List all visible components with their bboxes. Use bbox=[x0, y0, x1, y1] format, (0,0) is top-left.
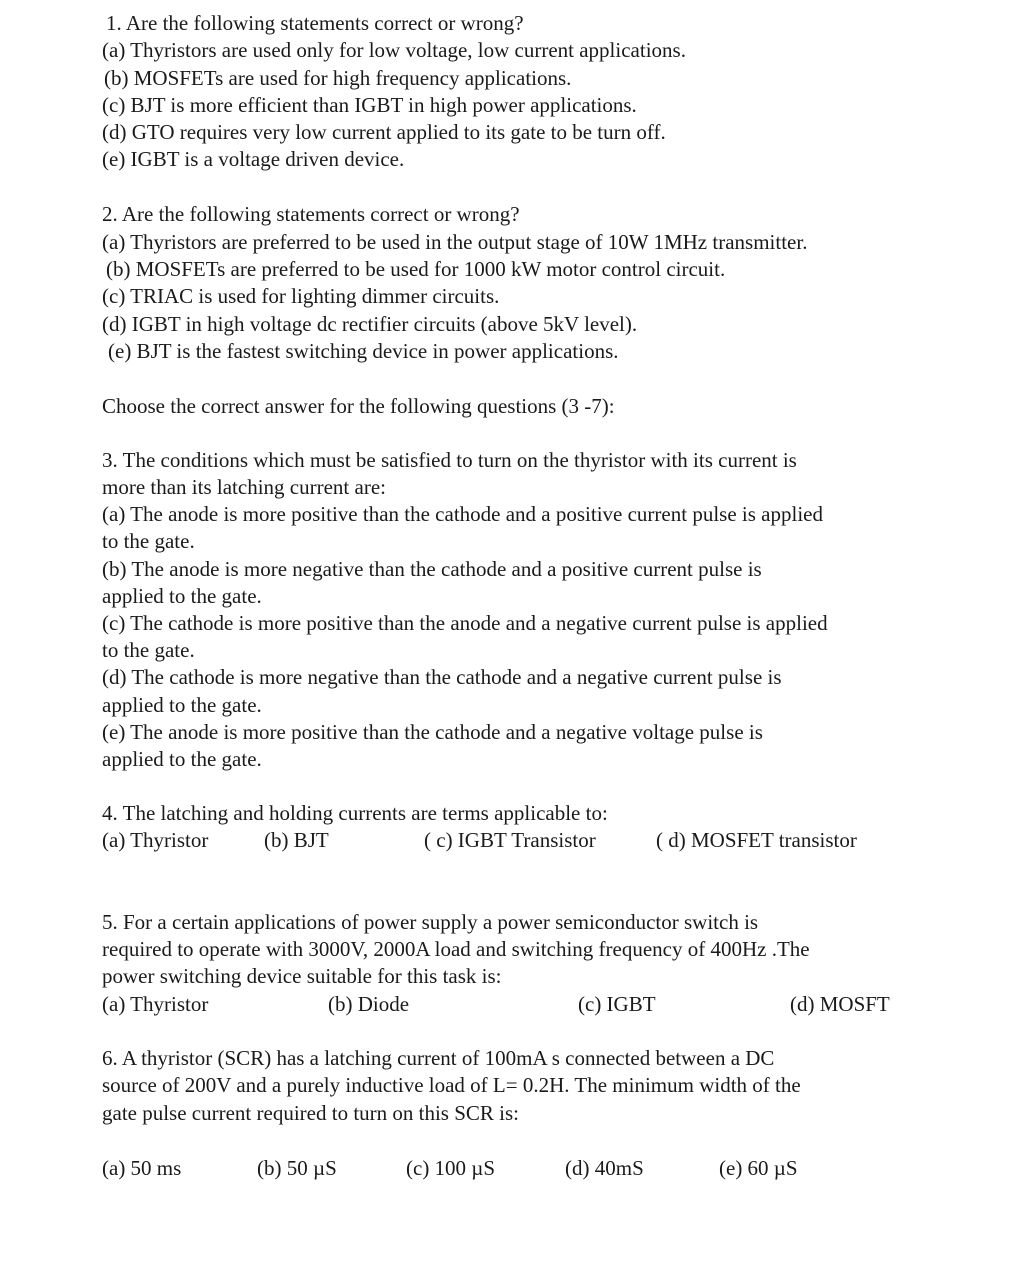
q1-item-a: (a) Thyristors are used only for low voltage, low current applications. bbox=[102, 38, 686, 62]
q3-option-b-line-2: applied to the gate. bbox=[102, 584, 262, 608]
q1-item-d: (d) GTO requires very low current applied to its gate to be turn off. bbox=[102, 120, 666, 144]
q5-stem-line-3: power switching device suitable for this task is: bbox=[102, 964, 502, 988]
q2-item-a: (a) Thyristors are preferred to be used in the output stage of 10W 1MHz transmitter. bbox=[102, 230, 808, 254]
q4-option-a: (a) Thyristor bbox=[102, 828, 209, 852]
q6-option-b: (b) 50 µS bbox=[257, 1156, 337, 1180]
q4-option-b: (b) BJT bbox=[264, 828, 329, 852]
q3-stem-line-2: more than its latching current are: bbox=[102, 475, 386, 499]
q6-stem-line-2: source of 200V and a purely inductive load of L= 0.2H. The minimum width of the bbox=[102, 1073, 801, 1097]
q3-option-a-line-2: to the gate. bbox=[102, 529, 195, 553]
q1-stem: 1. Are the following statements correct or wrong? bbox=[106, 11, 524, 35]
q6-option-a: (a) 50 ms bbox=[102, 1156, 182, 1180]
q6-option-d: (d) 40mS bbox=[565, 1156, 644, 1180]
q2-item-c: (c) TRIAC is used for lighting dimmer circuits. bbox=[102, 284, 500, 308]
q3-option-c-line-1: (c) The cathode is more positive than the anode and a negative current pulse is applied bbox=[102, 611, 828, 635]
q4-option-d: ( d) MOSFET transistor bbox=[656, 828, 857, 852]
q1-item-c: (c) BJT is more efficient than IGBT in high power applications. bbox=[102, 93, 637, 117]
q3-option-b-line-1: (b) The anode is more negative than the cathode and a positive current pulse is bbox=[102, 557, 762, 581]
q2-item-d: (d) IGBT in high voltage dc rectifier circuits (above 5kV level). bbox=[102, 312, 638, 336]
q3-option-d-line-1: (d) The cathode is more negative than the cathode and a negative current pulse is bbox=[102, 665, 782, 689]
q2-item-b: (b) MOSFETs are preferred to be used for 1000 kW motor control circuit. bbox=[106, 257, 726, 281]
q3-option-a-line-1: (a) The anode is more positive than the cathode and a positive current pulse is applied bbox=[102, 502, 823, 526]
instruction-text: Choose the correct answer for the following questions (3 -7): bbox=[102, 394, 615, 418]
q5-option-d: (d) MOSFT bbox=[790, 992, 890, 1016]
q3-option-e-line-1: (e) The anode is more positive than the cathode and a negative voltage pulse is bbox=[102, 720, 763, 744]
q3-option-d-line-2: applied to the gate. bbox=[102, 693, 262, 717]
q5-option-c: (c) IGBT bbox=[578, 992, 656, 1016]
q2-item-e: (e) BJT is the fastest switching device in power applications. bbox=[108, 339, 619, 363]
q3-stem-line-1: 3. The conditions which must be satisfied to turn on the thyristor with its current is bbox=[102, 448, 797, 472]
q6-option-e: (e) 60 µS bbox=[719, 1156, 798, 1180]
q3-option-e-line-2: applied to the gate. bbox=[102, 747, 262, 771]
q3-option-c-line-2: to the gate. bbox=[102, 638, 195, 662]
q6-stem-line-3: gate pulse current required to turn on this SCR is: bbox=[102, 1101, 520, 1125]
q6-stem-line-1: 6. A thyristor (SCR) has a latching current of 100mA s connected between a DC bbox=[102, 1046, 775, 1070]
q1-item-b: (b) MOSFETs are used for high frequency applications. bbox=[104, 66, 572, 90]
q5-option-b: (b) Diode bbox=[328, 992, 410, 1016]
q4-option-c: ( c) IGBT Transistor bbox=[424, 828, 596, 852]
q5-stem-line-1: 5. For a certain applications of power supply a power semiconductor switch is bbox=[102, 910, 759, 934]
q1-item-e: (e) IGBT is a voltage driven device. bbox=[102, 147, 405, 171]
q4-stem: 4. The latching and holding currents are terms applicable to: bbox=[102, 801, 608, 825]
q2-stem: 2. Are the following statements correct or wrong? bbox=[102, 202, 520, 226]
q6-option-c: (c) 100 µS bbox=[406, 1156, 496, 1180]
q5-stem-line-2: required to operate with 3000V, 2000A load and switching frequency of 400Hz .The bbox=[102, 937, 810, 961]
q5-option-a: (a) Thyristor bbox=[102, 992, 209, 1016]
